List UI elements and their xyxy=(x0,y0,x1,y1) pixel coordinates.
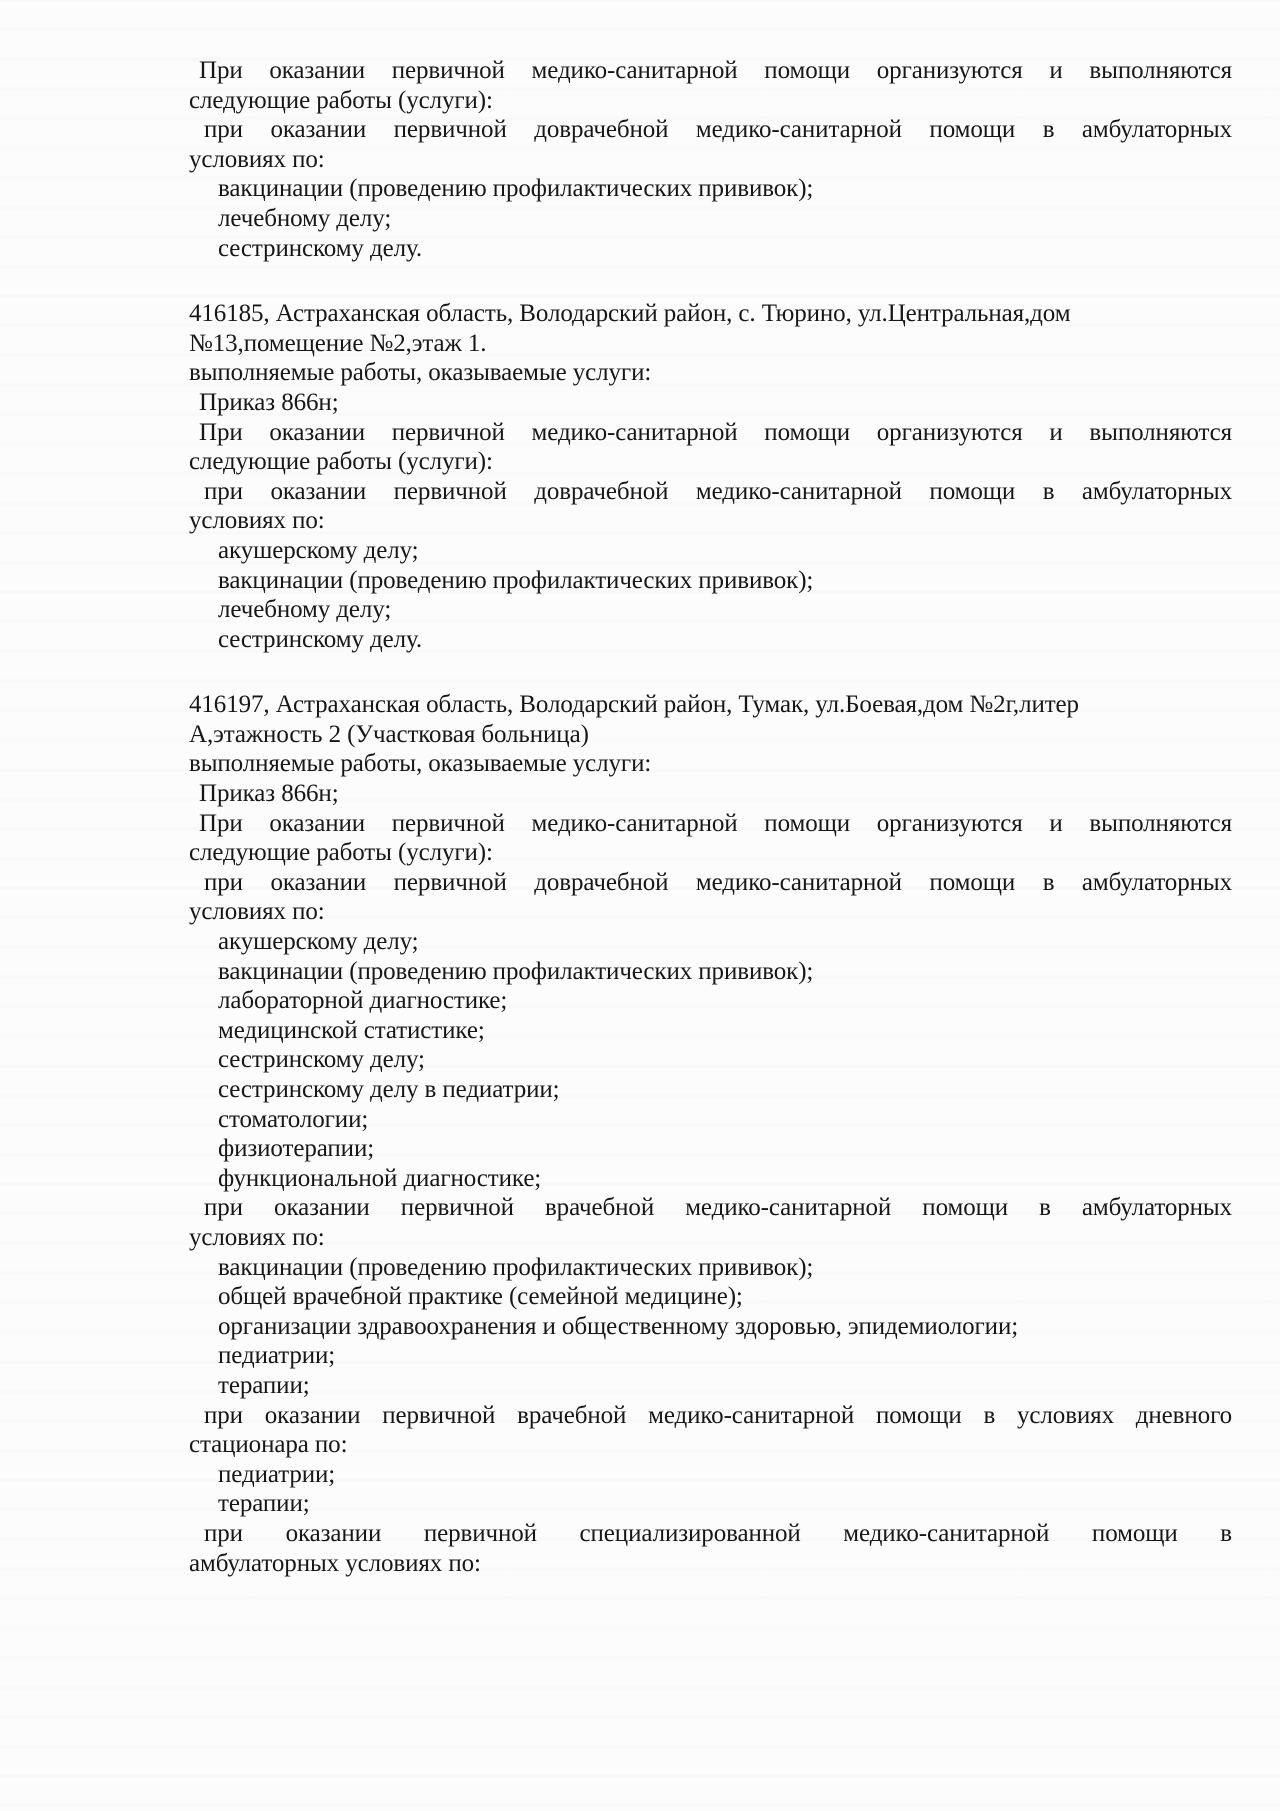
text-line: условиях по: xyxy=(189,507,325,535)
text-line: При оказании первичной медико-санитарной помощи организуются и выполняются xyxy=(199,418,1232,446)
text-line: при оказании первичной специализированной медико-санитарной помощи в xyxy=(204,1519,1232,1547)
location-416185-block xyxy=(189,299,1232,654)
text-line: функциональной диагностике; xyxy=(218,1164,542,1192)
text-line: организации здравоохранения и общественному здоровью, эпидемиологии; xyxy=(218,1312,1019,1340)
text-line: общей врачебной практике (семейной медицине); xyxy=(218,1283,743,1311)
text-line: сестринскому делу; xyxy=(218,1046,425,1074)
text-line: стационара по: xyxy=(189,1431,348,1459)
text-line: А,этажность 2 (Участковая больница) xyxy=(189,720,589,748)
text-line: медицинской статистике; xyxy=(218,1016,485,1044)
text-line: При оказании первичной медико-санитарной помощи организуются и выполняются xyxy=(199,57,1232,84)
text-line: лабораторной диагностике; xyxy=(218,987,508,1015)
location-416197-block xyxy=(189,690,1232,1578)
text-line: акушерскому делу; xyxy=(218,536,419,564)
text-line: лечебному делу; xyxy=(218,204,392,232)
text-line: следующие работы (услуги): xyxy=(189,839,493,867)
text-line: выполняемые работы, оказываемые услуги: xyxy=(189,359,652,387)
text-line: педиатрии; xyxy=(218,1460,336,1488)
text-line: условиях по: xyxy=(189,1223,325,1251)
text-line: 416197, Астраханская область, Володарский район, Тумак, ул.Боевая,дом №2г,литер xyxy=(189,691,1079,719)
text-line: терапии; xyxy=(218,1490,310,1518)
text-line: сестринскому делу в педиатрии; xyxy=(218,1076,560,1103)
services-intro-block xyxy=(189,56,1232,263)
text-line: следующие работы (услуги): xyxy=(189,448,493,476)
text-line: сестринскому делу. xyxy=(218,625,423,653)
text-line: лечебному делу; xyxy=(218,596,392,624)
text-line: при оказании первичной доврачебной медико-санитарной помощи в амбулаторных xyxy=(204,477,1232,505)
text-line: условиях по: xyxy=(189,145,325,173)
text-line: терапии; xyxy=(218,1371,310,1399)
text-line: акушерскому делу; xyxy=(218,928,419,956)
text-line: при оказании первичной врачебной медико-санитарной помощи в амбулаторных xyxy=(204,1194,1232,1222)
text-line: вакцинации (проведению профилактических прививок); xyxy=(218,566,814,594)
text-line: при оказании первичной доврачебной медико-санитарной помощи в амбулаторных xyxy=(204,116,1232,144)
text-line: №13,помещение №2,этаж 1. xyxy=(189,329,487,357)
text-line: выполняемые работы, оказываемые услуги: xyxy=(189,750,652,778)
text-line: стоматологии; xyxy=(218,1105,369,1133)
text-line: амбулаторных условиях по: xyxy=(189,1549,481,1577)
text-line: вакцинации (проведению профилактических прививок); xyxy=(218,957,814,985)
text-line: При оказании первичной медико-санитарной помощи организуются и выполняются xyxy=(199,809,1232,837)
text-line: Приказ 866н; xyxy=(199,780,339,808)
text-line: условиях по: xyxy=(189,898,325,926)
text-line: физиотерапии; xyxy=(218,1135,375,1163)
text-line: вакцинации (проведению профилактических прививок); xyxy=(218,175,814,203)
text-line: следующие работы (услуги): xyxy=(189,86,493,114)
text-line: при оказании первичной доврачебной медико-санитарной помощи в амбулаторных xyxy=(204,868,1232,896)
text-line: 416185, Астраханская область, Володарский район, с. Тюрино, ул.Центральная,дом xyxy=(189,300,1071,328)
document-body xyxy=(189,56,1232,1578)
text-line: педиатрии; xyxy=(218,1342,336,1370)
text-line: сестринскому делу. xyxy=(218,234,423,262)
text-line: Приказ 866н; xyxy=(199,388,339,416)
text-line: при оказании первичной врачебной медико-санитарной помощи в условиях дневного xyxy=(204,1401,1232,1429)
text-line: вакцинации (проведению профилактических прививок); xyxy=(218,1253,814,1281)
